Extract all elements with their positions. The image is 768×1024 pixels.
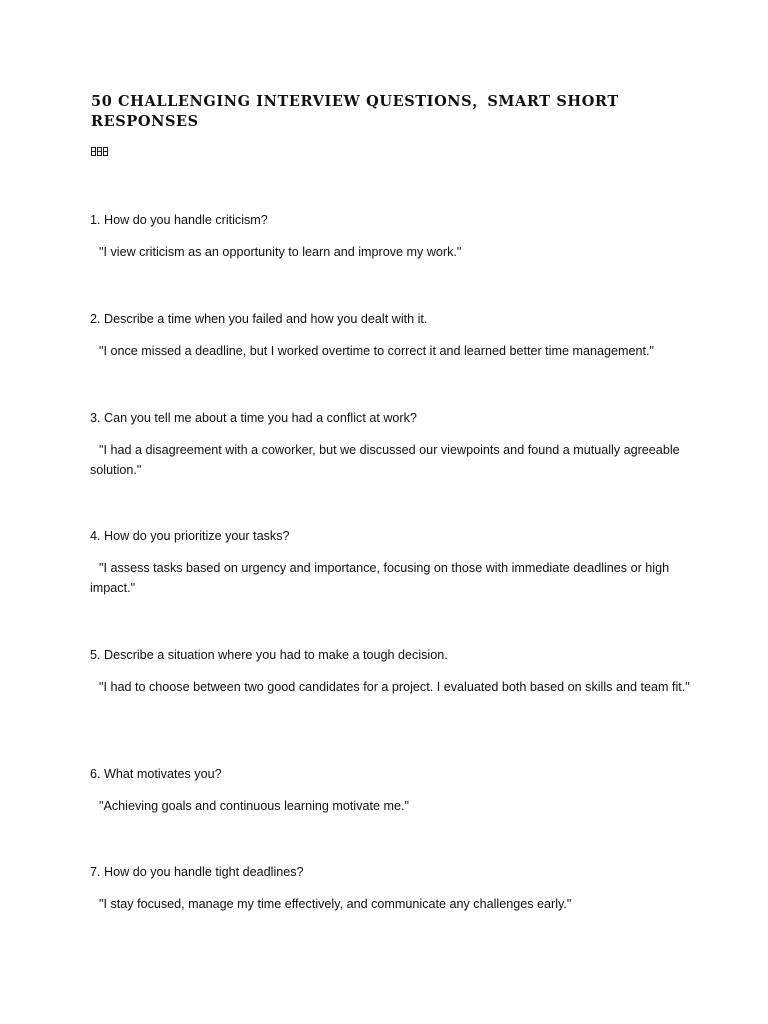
question-text: 1. How do you handle criticism? — [90, 213, 268, 227]
missing-glyph-icon — [91, 147, 96, 156]
qa-item-5 — [90, 645, 690, 697]
qa-item-2 — [90, 309, 690, 361]
question-text: 5. Describe a situation where you had to make a tough decision. — [90, 648, 448, 662]
answer-text: "I once missed a deadline, but I worked overtime to correct it and learned better time management." — [99, 344, 654, 358]
qa-item-3 — [90, 408, 690, 480]
question-text: 6. What motivates you? — [90, 767, 222, 781]
answer-text: "Achieving goals and continuous learning motivate me." — [99, 799, 409, 813]
qa-item-6 — [90, 764, 690, 816]
missing-glyph-placeholder — [91, 147, 108, 156]
question-text: 3. Can you tell me about a time you had a conflict at work? — [90, 411, 417, 425]
answer-text: "I had a disagreement with a coworker, but we discussed our viewpoints and found a mutually agreeable solution." — [90, 443, 680, 477]
qa-item-7 — [90, 862, 690, 914]
missing-glyph-icon — [103, 147, 108, 156]
missing-glyph-icon — [97, 147, 102, 156]
qa-item-1 — [90, 210, 690, 262]
document-title: 50 CHALLENGING INTERVIEW QUESTIONS，SMART SHORT RESPONSES — [91, 93, 619, 130]
qa-item-4 — [90, 526, 690, 598]
answer-text: "I had to choose between two good candidates for a project. I evaluated both based on skills and team fit." — [99, 680, 690, 694]
answer-text: "I stay focused, manage my time effectively, and communicate any challenges early." — [99, 897, 572, 911]
answer-text: "I assess tasks based on urgency and importance, focusing on those with immediate deadlines or high impact." — [90, 561, 670, 595]
question-text: 4. How do you prioritize your tasks? — [90, 529, 290, 543]
question-text: 7. How do you handle tight deadlines? — [90, 865, 304, 879]
answer-text: "I view criticism as an opportunity to learn and improve my work." — [99, 245, 462, 259]
question-text: 2. Describe a time when you failed and how you dealt with it. — [90, 312, 428, 326]
